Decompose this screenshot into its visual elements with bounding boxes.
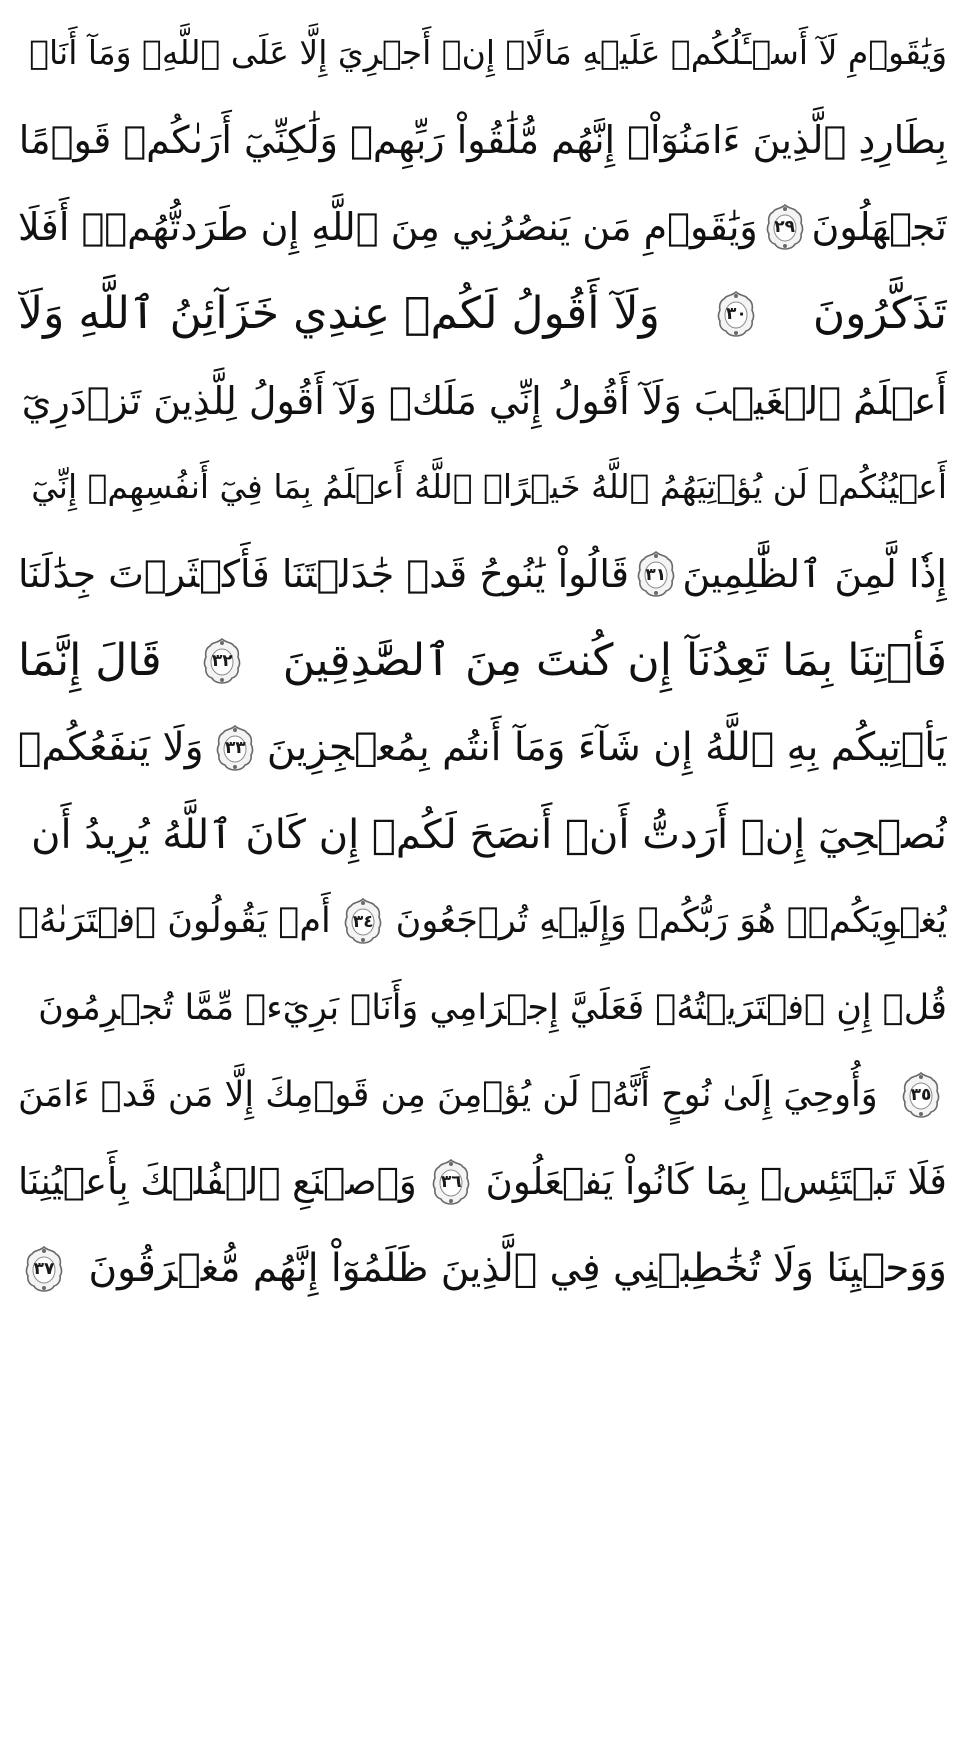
verse-text: وَلَآ أَقُولُ لَكُمۡ عِندِي خَزَآئِنُ ٱللَّهِ وَلَآ bbox=[18, 287, 660, 339]
verse-text: قُلۡ إِنِ ٱفۡتَرَيۡتُهُۥ فَعَلَيَّ إِجۡرَامِي وَأَنَا۠ بَرِيٓءٞ مِّمَّا تُجۡرِمُونَ bbox=[38, 988, 947, 1029]
ayah-marker-icon bbox=[343, 897, 383, 945]
ayah-marker-icon bbox=[24, 1245, 64, 1293]
verse-text: وَيَٰقَوۡمِ مَن يَنصُرُنِي مِنَ ٱللَّهِ إِن طَرَدتُّهُمۡۚ أَفَلَا bbox=[18, 204, 758, 249]
ayah-number: ٣٤ bbox=[352, 911, 374, 932]
ayah-number: ٣٢ bbox=[211, 651, 233, 672]
verse-line bbox=[18, 531, 947, 618]
ayah-number: ٣٥ bbox=[910, 1085, 932, 1106]
verse-line bbox=[18, 10, 947, 97]
verse-text: نُصۡحِيٓ إِنۡ أَرَدتُّ أَنۡ أَنصَحَ لَكُمۡ إِن كَانَ ٱللَّهُ يُرِيدُ أَن bbox=[31, 811, 947, 858]
verse-text: أَعۡلَمُ ٱلۡغَيۡبَ وَلَآ أَقُولُ إِنِّي مَلَكٞ وَلَآ أَقُولُ لِلَّذِينَ تَزۡدَرِيٓ bbox=[21, 378, 947, 423]
verse-line bbox=[18, 791, 947, 878]
ayah-marker-icon bbox=[202, 637, 242, 685]
ayah-number: ٣٦ bbox=[440, 1172, 462, 1193]
ayah-number: ٣٣ bbox=[224, 738, 246, 759]
verse-line bbox=[18, 1225, 947, 1312]
verse-text: تَذَكَّرُونَ bbox=[812, 287, 947, 339]
verse-line bbox=[18, 878, 947, 965]
verse-text: قَالُواْ يَٰنُوحُ قَدۡ جَٰدَلۡتَنَا فَأَكۡثَرۡتَ جِدَٰلَنَا bbox=[18, 552, 630, 597]
verse-line bbox=[18, 270, 947, 357]
verse-line bbox=[18, 357, 947, 444]
verse-line bbox=[18, 97, 947, 184]
verse-text: فَلَا تَبۡتَئِسۡ بِمَا كَانُواْ يَفۡعَلُونَ bbox=[485, 1159, 947, 1203]
verse-text: قَالَ إِنَّمَا bbox=[18, 634, 162, 686]
ayah-marker-icon bbox=[636, 550, 676, 598]
verse-line bbox=[18, 704, 947, 791]
ayah-number: ٢٩ bbox=[774, 217, 795, 238]
ayah-number: ٣٧ bbox=[33, 1259, 55, 1280]
verse-line bbox=[18, 184, 947, 271]
ayah-marker-icon bbox=[431, 1158, 471, 1206]
ayah-marker-icon bbox=[716, 290, 756, 338]
verse-text: أَعۡيُنُكُمۡ لَن يُؤۡتِيَهُمُ ٱللَّهُ خَيۡرًاۖ ٱللَّهُ أَعۡلَمُ بِمَا فِيٓ أَنفُسِهِمۡ إِنِّيٓ bbox=[31, 467, 947, 507]
verse-line bbox=[18, 444, 947, 531]
ayah-marker-icon bbox=[901, 1071, 941, 1119]
verse-line bbox=[18, 965, 947, 1052]
verse-line bbox=[18, 1138, 947, 1225]
ayah-number: ٣١ bbox=[645, 564, 667, 585]
verse-text: يَأۡتِيكُم بِهِ ٱللَّهُ إِن شَآءَ وَمَآ أَنتُم بِمُعۡجِزِينَ bbox=[266, 724, 947, 770]
verse-text: وَوَحۡيِنَا وَلَا تُخَٰطِبۡنِي فِي ٱلَّذِينَ ظَلَمُوٓاْ إِنَّهُم مُّغۡرَقُونَ bbox=[88, 1245, 947, 1291]
verse-line bbox=[18, 618, 947, 705]
verse-line bbox=[18, 1052, 947, 1139]
verse-text: تَجۡهَلُونَ bbox=[811, 204, 947, 249]
verse-text: وَلَا يَنفَعُكُمۡ bbox=[18, 724, 204, 770]
verse-text: أَمۡ يَقُولُونَ ٱفۡتَرَىٰهُۖ bbox=[18, 901, 331, 942]
verse-text: وَيَٰقَوۡمِ لَآ أَسۡـَٔلُكُمۡ عَلَيۡهِ مَالًاۖ إِنۡ أَجۡرِيَ إِلَّا عَلَى ٱللَّهِۚ وَمَآ أَنَا۠ bbox=[29, 33, 947, 73]
verse-text: بِطَارِدِ ٱلَّذِينَ ءَامَنُوٓاْۚ إِنَّهُم مُّلَٰقُواْ رَبِّهِمۡ وَلَٰكِنِّيٓ أَرَىٰكُمۡ قَوۡمًا bbox=[18, 118, 947, 163]
verse-text: وَأُوحِيَ إِلَىٰ نُوحٍ أَنَّهُۥ لَن يُؤۡمِنَ مِن قَوۡمِكَ إِلَّا مَن قَدۡ ءَامَنَ bbox=[18, 1074, 878, 1115]
verse-text: يُغۡوِيَكُمۡۚ هُوَ رَبُّكُمۡ وَإِلَيۡهِ تُرۡجَعُونَ bbox=[395, 901, 947, 942]
verse-text: فَأۡتِنَا بِمَا تَعِدُنَآ إِن كُنتَ مِنَ ٱلصَّٰدِقِينَ bbox=[282, 634, 947, 686]
verse-text: وَٱصۡنَعِ ٱلۡفُلۡكَ بِأَعۡيُنِنَا bbox=[18, 1159, 417, 1203]
ayah-marker-icon bbox=[215, 724, 255, 772]
ayah-marker-icon bbox=[765, 203, 805, 251]
ayah-number: ٣٠ bbox=[725, 304, 747, 325]
verse-text: إِذٗا لَّمِنَ ٱلظَّٰلِمِينَ bbox=[682, 552, 947, 597]
